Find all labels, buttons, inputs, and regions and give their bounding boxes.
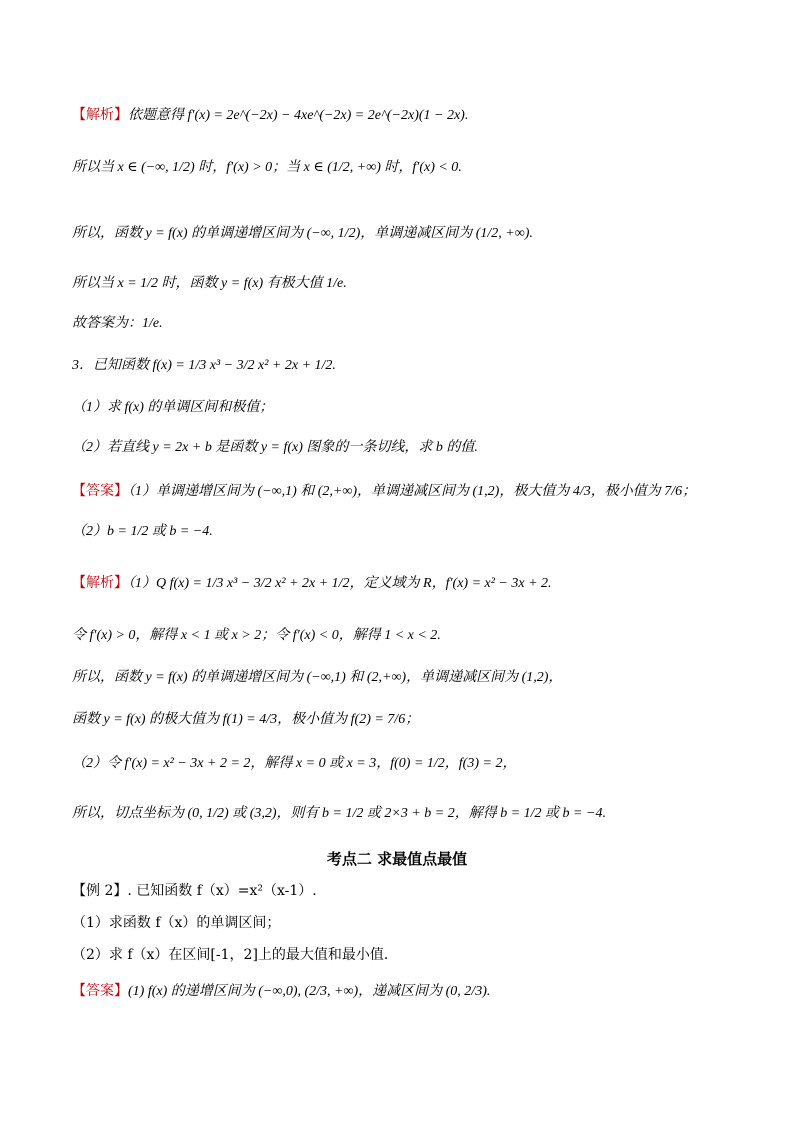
text: 所以当 x = 1/2 时，函数 y = f(x) 有极大值 1/e. bbox=[72, 276, 347, 291]
answer-line-2 bbox=[72, 524, 213, 539]
answer-tag: 【答案】 bbox=[72, 483, 128, 499]
text: 所以，切点坐标为 (0, 1/2) 或 (3,2)，则有 b = 1/2 或 2×3 + b = 2，解得 b = 1/2 或 b = −4. bbox=[72, 806, 606, 821]
text: 【例 2】. 已知函数 f（x）=x²（x-1）. bbox=[72, 883, 317, 899]
example-2-part-2 bbox=[72, 948, 398, 962]
monotonic-intervals-line bbox=[72, 226, 533, 241]
sign-analysis-line bbox=[72, 160, 462, 175]
text: 令 f′(x) > 0，解得 x < 1 或 x > 2；令 f′(x) < 0，解得 1 < x < 2. bbox=[72, 628, 441, 643]
analysis-line-5 bbox=[72, 756, 516, 771]
text: 函数 y = f(x) 的极大值为 f(1) = 4/3，极小值为 f(2) = 7/6； bbox=[72, 712, 420, 727]
text: （1）求函数 f（x）的单调区间； bbox=[72, 915, 281, 931]
text: 所以，函数 y = f(x) 的单调递增区间为 (−∞,1) 和 (2,+∞)，单调递减区间为 (1,2)， bbox=[72, 670, 563, 685]
text: （2）求 f（x）在区间[-1，2]上的最大值和最小值． bbox=[72, 947, 398, 963]
analysis-line-derivative bbox=[72, 108, 468, 123]
example-2-answer bbox=[72, 984, 490, 999]
analysis-line-2 bbox=[72, 628, 441, 643]
analysis-line-1 bbox=[72, 576, 552, 591]
text: （1）Q f(x) = 1/3 x³ − 3/2 x² + 2x + 1/2，定义域为 R，f′(x) = x² − 3x + 2. bbox=[128, 576, 552, 591]
max-value-line bbox=[72, 276, 347, 291]
example-2-statement bbox=[72, 884, 317, 898]
text: （2）若直线 y = 2x + b 是函数 y = f(x) 图象的一条切线，求 b 的值. bbox=[72, 440, 478, 455]
section-heading: 考点二 求最值点最值 bbox=[326, 850, 468, 868]
text: 3．已知函数 f(x) = 1/3 x³ − 3/2 x² + 2x + 1/2. bbox=[72, 358, 336, 373]
text: （1）求 f(x) 的单调区间和极值； bbox=[72, 400, 274, 415]
answer-line-1 bbox=[72, 484, 696, 499]
analysis-line-6 bbox=[72, 806, 606, 821]
text: （1）单调递增区间为 (−∞,1) 和 (2,+∞)，单调递减区间为 (1,2)，极大值为 4/3，极小值为 7/6； bbox=[128, 484, 697, 499]
problem-3-part-2 bbox=[72, 440, 478, 455]
text: 所以当 x ∈ (−∞, 1/2) 时，f′(x) > 0；当 x ∈ (1/2, +∞) 时，f′(x) < 0. bbox=[72, 160, 462, 175]
problem-3-part-1 bbox=[72, 400, 273, 415]
text: 故答案为：1/e. bbox=[72, 316, 163, 331]
text: 所以，函数 y = f(x) 的单调递增区间为 (−∞, 1/2)，单调递减区间为 (1/2, +∞). bbox=[72, 226, 533, 241]
text: 依题意得 f′(x) = 2e^(−2x) − 4xe^(−2x) = 2e^(−2x)(1 − 2x). bbox=[128, 108, 469, 123]
analysis-line-3 bbox=[72, 670, 562, 685]
text: (1) f(x) 的递增区间为 (−∞,0), (2/3, +∞)，递减区间为 (0, 2/3). bbox=[128, 984, 491, 999]
text: （2）b = 1/2 或 b = −4. bbox=[72, 524, 213, 539]
text: （2）令 f′(x) = x² − 3x + 2 = 2，解得 x = 0 或 x = 3，f(0) = 1/2，f(3) = 2， bbox=[72, 756, 517, 771]
analysis-tag: 【解析】 bbox=[72, 107, 128, 123]
problem-3-statement bbox=[72, 358, 336, 373]
answer-summary-line bbox=[72, 316, 163, 331]
example-2-part-1 bbox=[72, 916, 280, 930]
analysis-tag: 【解析】 bbox=[72, 575, 128, 591]
analysis-line-4 bbox=[72, 712, 419, 727]
answer-tag: 【答案】 bbox=[72, 983, 128, 999]
